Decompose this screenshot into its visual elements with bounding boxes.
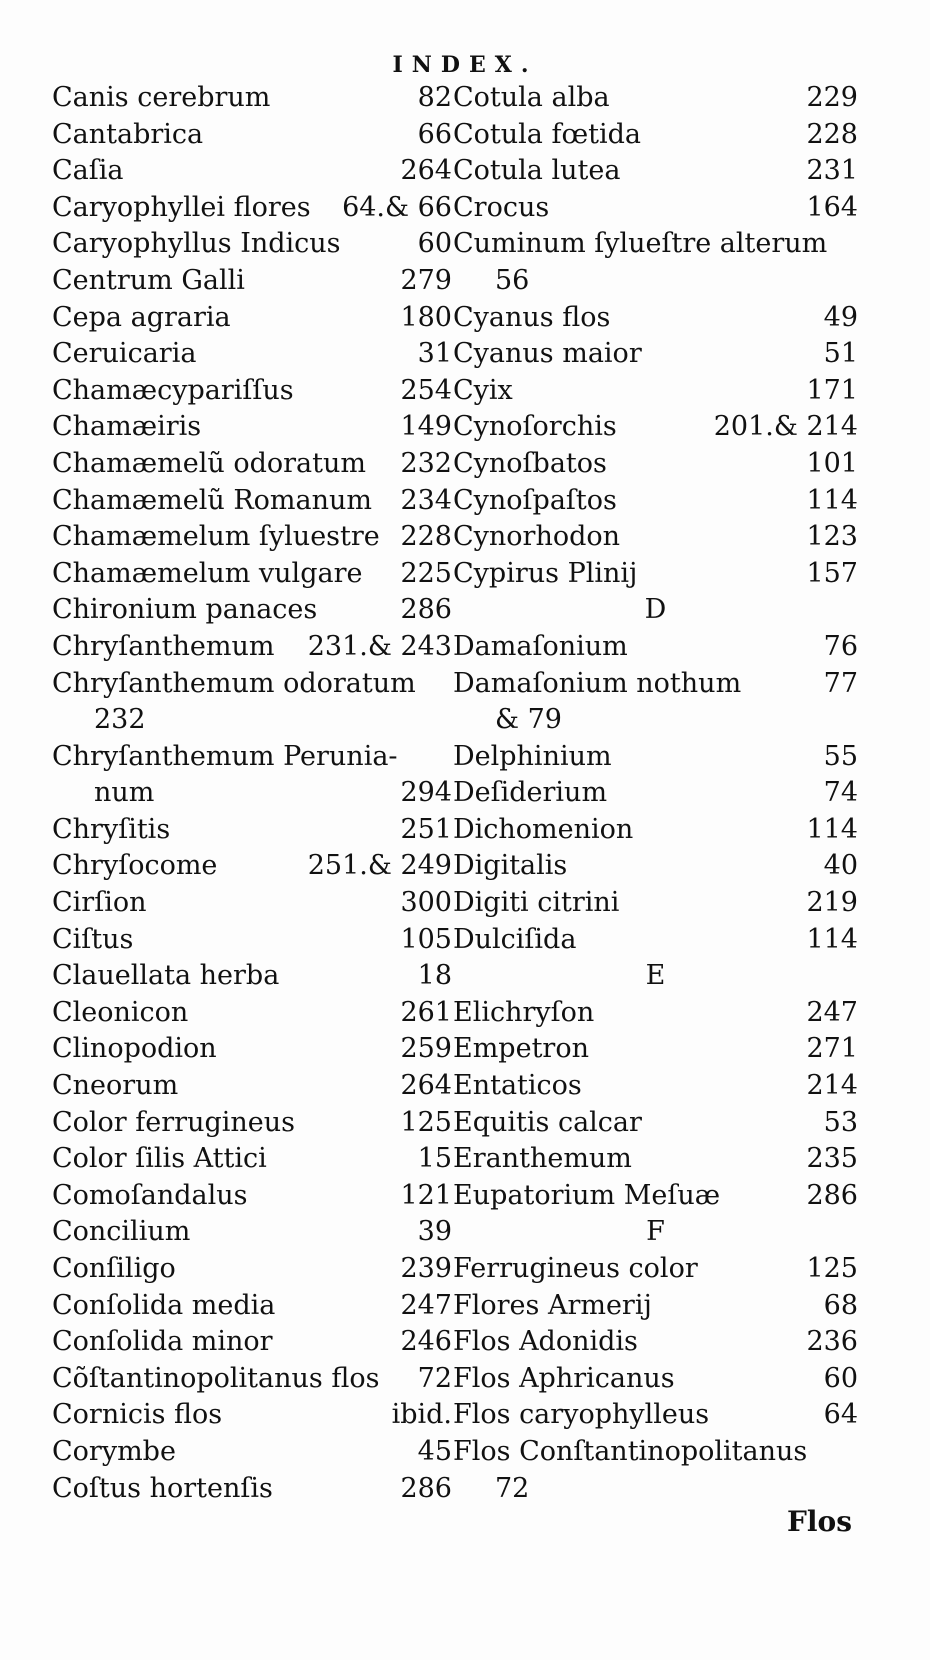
index-entry <box>453 702 858 739</box>
index-entry <box>453 1324 858 1361</box>
entry-page: 261 <box>400 996 452 1028</box>
entry-page: 264 <box>400 155 452 187</box>
entry-page: 123 <box>806 521 858 553</box>
entry-page: 251.& 249 <box>307 850 452 882</box>
catchword: Flos <box>787 1505 852 1538</box>
entry-term: Chryſocome <box>52 850 218 882</box>
entry-term: Cynorhodon <box>453 521 621 553</box>
entry-page: 251 <box>400 813 452 845</box>
index-entry <box>52 1031 452 1068</box>
entry-term: Chamæmelum vulgare <box>52 557 363 589</box>
index-entry <box>52 885 452 922</box>
entry-page: 60 <box>823 1362 858 1394</box>
entry-page: 247 <box>400 1289 452 1321</box>
index-entry <box>453 848 858 885</box>
index-entry <box>453 409 858 446</box>
entry-term: Eupatorium Meſuæ <box>453 1179 721 1211</box>
entry-page: 264 <box>400 1070 452 1102</box>
entry-page: 235 <box>806 1143 858 1175</box>
entry-term: Flos Conſtantinopolitanus <box>453 1435 808 1467</box>
index-entry <box>453 556 858 593</box>
entry-term: Caryophyllei flores <box>52 191 311 223</box>
index-entry <box>453 80 858 117</box>
entry-term: Eranthemum <box>453 1143 632 1175</box>
entry-term: Cantabrica <box>52 118 204 150</box>
entry-page: ibid. <box>391 1399 452 1431</box>
entry-term: Cyix <box>453 374 513 406</box>
entry-page: 64.& 66 <box>342 191 452 223</box>
index-entry <box>52 848 452 885</box>
entry-page: 125 <box>806 1253 858 1284</box>
entry-page: 271 <box>806 1033 858 1065</box>
entry-term: Comoſandalus <box>52 1179 248 1211</box>
entry-term: Chryſitis <box>52 813 171 845</box>
entry-page: 164 <box>806 191 858 223</box>
right-index-column <box>453 80 858 1507</box>
entry-term: Cynoſorchis <box>453 411 617 443</box>
entry-page: 201.& 214 <box>713 411 858 443</box>
entry-page: 279 <box>400 264 452 296</box>
index-entry <box>453 1031 858 1068</box>
entry-term: Cneorum <box>52 1070 179 1102</box>
entry-term: Canis cerebrum <box>52 82 271 113</box>
index-entry <box>453 739 858 776</box>
entry-term: Dichomenion <box>453 813 634 845</box>
entry-term: Clinopodion <box>52 1033 217 1065</box>
entry-term: Crocus <box>453 191 550 223</box>
index-entry <box>52 300 452 337</box>
index-entry <box>52 409 452 446</box>
index-entry <box>453 190 858 227</box>
entry-term: Cirſion <box>52 887 147 919</box>
entry-term: Chamæmelũ odoratum <box>52 447 366 479</box>
entry-term: Flos Aphricanus <box>453 1362 675 1394</box>
entry-term: Cotula alba <box>453 82 610 113</box>
index-entry <box>453 117 858 154</box>
entry-term: Cõſtantinopolitanus flos <box>52 1362 380 1394</box>
index-entry <box>52 995 452 1032</box>
entry-term: Concilium <box>52 1216 191 1248</box>
entry-page: 231.& 243 <box>307 630 452 662</box>
entry-term: Flores Armerij <box>453 1289 652 1321</box>
index-entry <box>52 556 452 593</box>
entry-page: 247 <box>806 996 858 1028</box>
entry-term: Dulciſida <box>453 923 577 955</box>
index-entry <box>52 702 452 739</box>
entry-term: Ferrugineus color <box>453 1253 698 1284</box>
entry-term: Cornicis flos <box>52 1399 223 1431</box>
index-entry <box>453 263 858 300</box>
index-entry <box>52 922 452 959</box>
entry-term: Conſolida media <box>52 1289 276 1321</box>
index-entry <box>52 1288 452 1325</box>
entry-term: Conſolida minor <box>52 1326 273 1358</box>
entry-page: 294 <box>400 777 452 809</box>
entry-page: 229 <box>806 82 858 113</box>
entry-page: 77 <box>823 667 858 699</box>
index-entry <box>52 153 452 190</box>
index-entry <box>52 1397 452 1434</box>
index-entry <box>52 666 452 703</box>
entry-term: num <box>94 777 155 809</box>
entry-page: 76 <box>823 630 858 662</box>
entry-term: Cleonicon <box>52 996 189 1028</box>
entry-term: Chryſanthemum <box>52 630 275 662</box>
index-entry <box>52 1105 452 1142</box>
index-entry <box>52 1214 452 1251</box>
entry-term: Caſia <box>52 155 124 187</box>
entry-term: Clauellata herba <box>52 960 280 992</box>
section-letter: F <box>646 1216 665 1248</box>
index-entry <box>453 1251 858 1288</box>
entry-page: 286 <box>806 1179 858 1211</box>
entry-term: Chamæcypariſſus <box>52 374 294 406</box>
entry-term: Cepa agraria <box>52 301 231 333</box>
entry-page: 114 <box>806 923 858 955</box>
entry-term: Color ſilis Attici <box>52 1143 267 1175</box>
entry-page: 232 <box>94 704 146 736</box>
index-entry <box>52 812 452 849</box>
entry-page: 64 <box>823 1399 858 1431</box>
entry-term: Cyanus flos <box>453 301 611 333</box>
entry-page: 149 <box>400 411 452 443</box>
index-entry <box>453 153 858 190</box>
index-entry <box>453 666 858 703</box>
index-entry <box>52 1434 452 1471</box>
entry-page: 114 <box>806 813 858 845</box>
entry-page: 219 <box>806 887 858 919</box>
entry-term: Cuminum ſylueſtre alterum <box>453 228 828 260</box>
index-entry <box>52 1361 452 1398</box>
entry-page: 55 <box>823 740 858 772</box>
entry-term: Ceruicaria <box>52 338 197 370</box>
entry-term: Delphinium <box>453 740 612 772</box>
entry-page: 40 <box>823 850 858 882</box>
entry-page: 39 <box>417 1216 452 1248</box>
entry-page: 56 <box>495 264 530 296</box>
entry-page: 231 <box>806 155 858 187</box>
index-entry <box>453 1471 858 1508</box>
section-letter: D <box>644 594 667 626</box>
index-entry <box>52 1251 452 1288</box>
index-entry <box>52 775 452 812</box>
section-letter: E <box>645 960 666 992</box>
entry-term: Flos caryophylleus <box>453 1399 710 1431</box>
index-entry <box>52 958 452 995</box>
entry-page: 254 <box>400 374 452 406</box>
index-entry <box>453 1288 858 1325</box>
entry-page: 82 <box>417 82 452 113</box>
entry-page: 228 <box>400 521 452 553</box>
index-entry <box>52 263 452 300</box>
entry-term: Cynoſpaſtos <box>453 484 617 516</box>
index-entry <box>52 739 452 776</box>
entry-page: 66 <box>417 118 452 150</box>
entry-term: Corymbe <box>52 1435 176 1467</box>
entry-term: Chamæiris <box>52 411 202 443</box>
entry-term: Digiti citrini <box>453 887 620 919</box>
entry-term: Centrum Galli <box>52 264 245 296</box>
index-entry <box>52 1178 452 1215</box>
entry-page: 49 <box>823 301 858 333</box>
entry-page: 31 <box>417 338 452 370</box>
entry-page: 18 <box>417 960 452 992</box>
entry-page: 232 <box>400 447 452 479</box>
entry-page: 214 <box>806 1070 858 1102</box>
index-entry <box>52 483 452 520</box>
entry-term: Cotula fœtida <box>453 118 642 150</box>
index-entry <box>453 1178 858 1215</box>
entry-term: Chamæmelũ Romanum <box>52 484 372 516</box>
index-entry <box>453 812 858 849</box>
entry-page: 171 <box>806 374 858 406</box>
index-entry <box>52 1471 452 1508</box>
index-entry <box>453 373 858 410</box>
entry-page: 68 <box>823 1289 858 1321</box>
index-entry <box>52 446 452 483</box>
index-entry <box>453 226 858 263</box>
entry-term: Chryſanthemum odoratum <box>52 667 416 699</box>
entry-term: Coſtus hortenſis <box>52 1472 273 1504</box>
entry-term: Entaticos <box>453 1070 582 1102</box>
entry-term: Ciſtus <box>52 923 134 955</box>
entry-page: 286 <box>400 594 452 626</box>
entry-term: Damaſonium nothum <box>453 667 742 699</box>
entry-page: 125 <box>400 1106 452 1138</box>
index-entry <box>453 483 858 520</box>
entry-page: 101 <box>806 447 858 479</box>
entry-page: 157 <box>806 557 858 589</box>
entry-page: 180 <box>400 301 452 333</box>
entry-page: 246 <box>400 1326 452 1358</box>
entry-page: 72 <box>417 1362 452 1394</box>
index-entry <box>52 226 452 263</box>
index-entry <box>453 922 858 959</box>
entry-term: Conſiligo <box>52 1253 176 1284</box>
running-head: INDEX. <box>392 52 538 78</box>
index-entry <box>52 629 452 666</box>
entry-page: 53 <box>823 1106 858 1138</box>
index-entry <box>453 775 858 812</box>
entry-term: Caryophyllus Indicus <box>52 228 341 260</box>
index-entry <box>453 446 858 483</box>
entry-page: 114 <box>806 484 858 516</box>
entry-page: 225 <box>400 557 452 589</box>
index-entry <box>52 592 452 629</box>
entry-term: Cypirus Plinij <box>453 557 638 589</box>
entry-page: 60 <box>417 228 452 260</box>
entry-term: Digitalis <box>453 850 568 882</box>
entry-page: 228 <box>806 118 858 150</box>
entry-page: 300 <box>400 887 452 919</box>
entry-term: Cynoſbatos <box>453 447 607 479</box>
entry-page: 72 <box>495 1472 530 1504</box>
index-entry <box>52 519 452 556</box>
index-entry <box>52 1068 452 1105</box>
entry-page: 121 <box>400 1179 452 1211</box>
index-entry <box>453 629 858 666</box>
index-entry <box>453 1068 858 1105</box>
entry-term: Damaſonium <box>453 630 628 662</box>
entry-page: 236 <box>806 1326 858 1358</box>
entry-page: 105 <box>400 923 452 955</box>
entry-page: 234 <box>400 484 452 516</box>
entry-page: 15 <box>417 1143 452 1175</box>
entry-page: 239 <box>400 1253 452 1284</box>
index-entry <box>453 1105 858 1142</box>
index-entry <box>453 336 858 373</box>
entry-term: Chironium panaces <box>52 594 318 626</box>
entry-page: 45 <box>417 1435 452 1467</box>
entry-page: 74 <box>823 777 858 809</box>
entry-term: Elichryſon <box>453 996 595 1028</box>
left-index-column <box>52 80 452 1507</box>
index-entry <box>52 1141 452 1178</box>
index-entry <box>453 885 858 922</box>
index-entry <box>453 1141 858 1178</box>
index-entry <box>453 1361 858 1398</box>
index-entry <box>453 1434 858 1471</box>
index-entry <box>453 1397 858 1434</box>
entry-page: 286 <box>400 1472 452 1504</box>
index-entry <box>52 190 452 227</box>
index-entry <box>453 995 858 1032</box>
index-entry <box>52 1324 452 1361</box>
entry-term: Equitis calcar <box>453 1106 642 1138</box>
index-entry <box>52 117 452 154</box>
entry-term: Empetron <box>453 1033 589 1065</box>
entry-page: & 79 <box>495 704 562 736</box>
entry-term: Chamæmelum ſyluestre <box>52 521 380 553</box>
entry-page: 259 <box>400 1033 452 1065</box>
entry-term: Color ferrugineus <box>52 1106 295 1138</box>
entry-term: Chryſanthemum Perunia- <box>52 740 398 772</box>
index-entry <box>52 336 452 373</box>
entry-term: Cotula lutea <box>453 155 621 187</box>
entry-term: Cyanus maior <box>453 338 642 370</box>
entry-term: Flos Adonidis <box>453 1326 638 1358</box>
index-entry <box>52 80 452 117</box>
index-entry <box>453 300 858 337</box>
index-entry <box>52 373 452 410</box>
index-entry <box>453 519 858 556</box>
entry-term: Deſiderium <box>453 777 608 809</box>
entry-page: 51 <box>823 338 858 370</box>
